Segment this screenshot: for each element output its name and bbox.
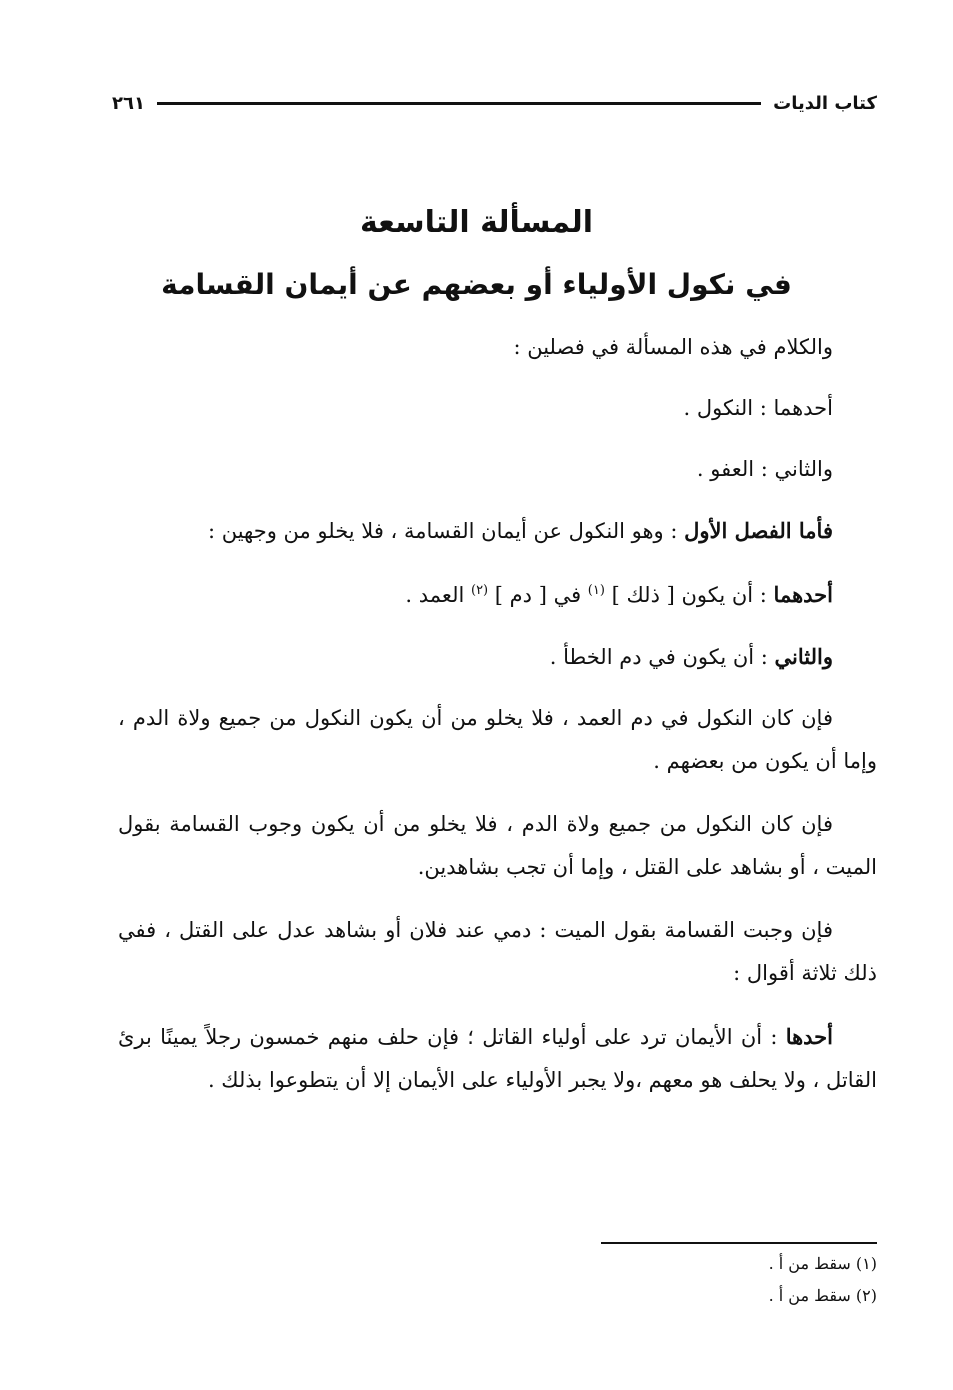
paragraph xyxy=(118,509,877,553)
footnote: (٢) سقط من أ . xyxy=(768,1286,877,1305)
issue-subtitle: في نكول الأولياء أو بعضهم عن أيمان القسامة xyxy=(161,268,792,301)
issue-title: المسألة التاسعة xyxy=(359,205,594,240)
footnotes xyxy=(377,1248,877,1312)
paragraph: والثاني : العفو . xyxy=(696,457,833,481)
body-text xyxy=(118,326,877,1122)
book-title: كتاب الديات xyxy=(773,92,877,114)
page-number: ٢٦١ xyxy=(112,92,145,114)
paragraph: فإن كان النكول في دم العمد ، فلا يخلو من أن يكون النكول من جميع ولاة الدم ، وإما أن يكون من بعضهم . xyxy=(118,706,877,773)
footnote: (١) سقط من أ . xyxy=(768,1254,877,1273)
paragraph-text: : أن الأيمان ترد على أولياء القاتل ؛ فإن حلف منهم خمسون رجلاً يمينًا برئ القاتل ، ولا يحلف هو معهم ،ولا يجبر الأولياء على الأيمان إلا أن يتطوعوا بذلك . xyxy=(118,1025,877,1092)
paragraph: أحدهما : النكول . xyxy=(683,396,833,420)
paragraph-text: العمد . xyxy=(405,583,471,607)
paragraph-text: : أن يكون [ ذلك ] xyxy=(604,583,774,607)
footnote-ref: (١) xyxy=(587,583,605,598)
paragraph xyxy=(118,635,877,679)
footnote-ref: (٢) xyxy=(470,583,489,598)
paragraph: والكلام في هذه المسألة في فصلين : xyxy=(513,335,833,359)
paragraph: فإن وجبت القسامة بقول الميت : دمي عند فلان أو بشاهد عدل على القتل ، ففي ذلك ثلاثة أقوال : xyxy=(118,918,877,985)
section-lead: أحدها xyxy=(785,1024,833,1049)
section-lead: والثاني xyxy=(774,644,833,669)
paragraph: فإن كان النكول من جميع ولاة الدم ، فلا يخلو من أن يكون وجوب القسامة بقول الميت ، أو بشاهد على القتل ، وإما أن تجب بشاهدين. xyxy=(118,812,877,879)
paragraph-text: : وهو النكول عن أيمان القسامة ، فلا يخلو من وجهين : xyxy=(207,519,685,543)
running-header xyxy=(112,88,877,118)
paragraph-text: : أن يكون في دم الخطأ . xyxy=(549,645,775,669)
header-rule xyxy=(157,102,761,105)
paragraph xyxy=(118,573,877,617)
section-lead: أحدهما xyxy=(773,582,833,607)
section-lead: فأما الفصل الأول xyxy=(684,518,833,543)
footnote-rule xyxy=(601,1242,877,1244)
paragraph-text: في [ دم ] xyxy=(488,583,588,607)
paragraph xyxy=(118,1015,877,1102)
